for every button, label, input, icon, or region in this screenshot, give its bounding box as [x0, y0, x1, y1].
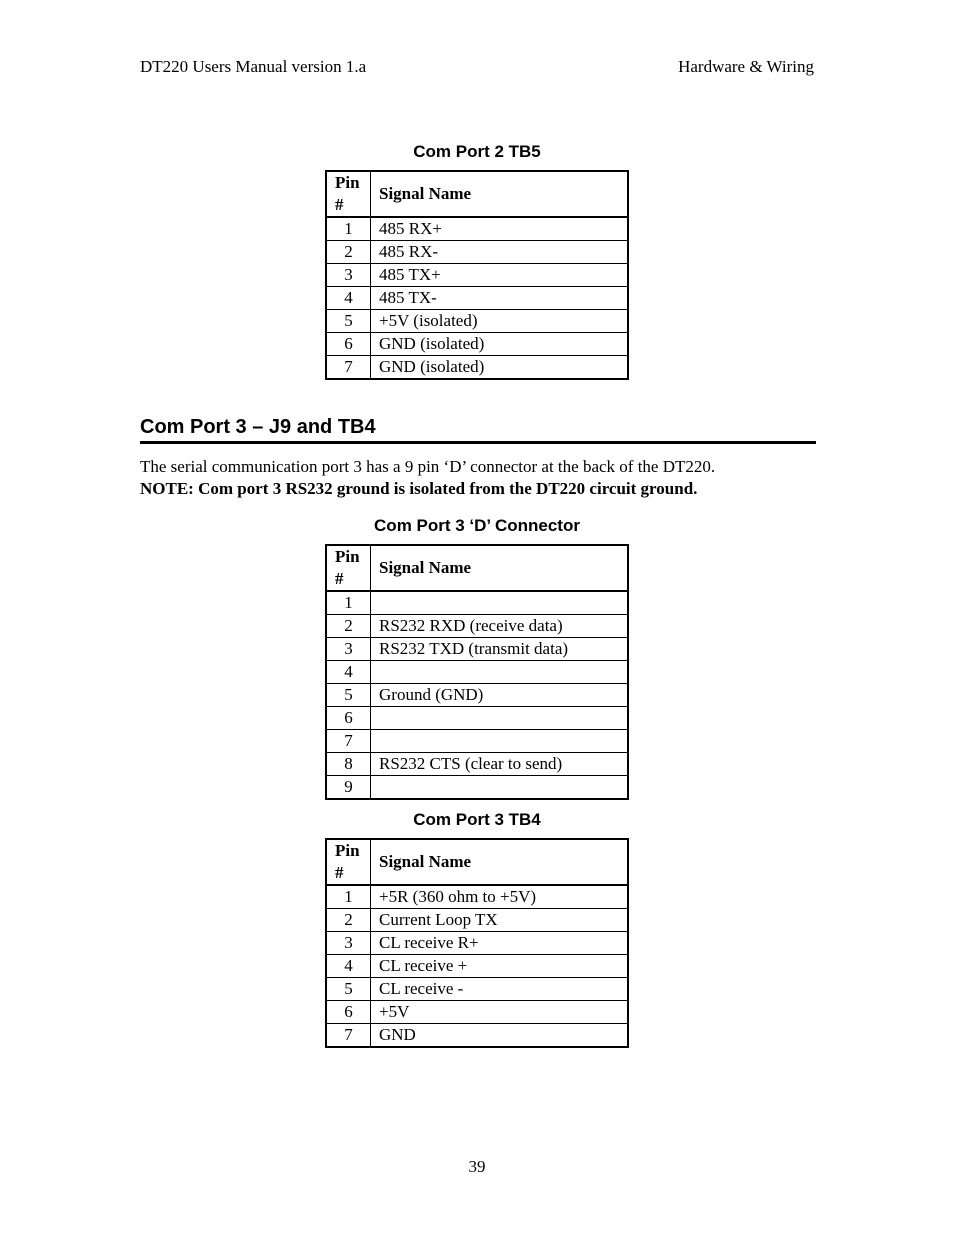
- pin-number-cell: 4: [326, 661, 371, 684]
- pin-number-cell: 3: [326, 264, 371, 287]
- pin-column-header: Pin #: [326, 839, 371, 885]
- pin-column-header: Pin #: [326, 545, 371, 591]
- table-row: [326, 264, 628, 287]
- com-port-2-tb5-table: [325, 170, 629, 380]
- signal-name-cell: +5V (isolated): [371, 310, 629, 333]
- pin-number-cell: 2: [326, 615, 371, 638]
- pin-number-cell: 7: [326, 730, 371, 753]
- pin-number-cell: 3: [326, 638, 371, 661]
- pin-number-cell: 1: [326, 591, 371, 615]
- table-row: [326, 356, 628, 380]
- table-row: [326, 932, 628, 955]
- pin-number-cell: 4: [326, 287, 371, 310]
- section-paragraph: [140, 456, 715, 500]
- pin-number-cell: 9: [326, 776, 371, 800]
- table3-caption: Com Port 3 TB4: [413, 810, 541, 829]
- pin-number-cell: 1: [326, 217, 371, 241]
- signal-column-header: Signal Name: [371, 545, 629, 591]
- table-header-row: [326, 839, 628, 885]
- table-row: [326, 909, 628, 932]
- table-row: [326, 615, 628, 638]
- table-row: [326, 955, 628, 978]
- table-row: [326, 707, 628, 730]
- signal-name-cell: Current Loop TX: [371, 909, 629, 932]
- pin-number-cell: 5: [326, 684, 371, 707]
- table-header-row: [326, 545, 628, 591]
- pin-number-cell: 7: [326, 1024, 371, 1048]
- pin-number-cell: 3: [326, 932, 371, 955]
- table-row: [326, 287, 628, 310]
- paragraph-note: NOTE: Com port 3 RS232 ground is isolated from the DT220 circuit ground.: [140, 479, 698, 498]
- table-row: [326, 978, 628, 1001]
- signal-name-cell: RS232 RXD (receive data): [371, 615, 629, 638]
- table-header-row: [326, 171, 628, 217]
- signal-name-cell: RS232 TXD (transmit data): [371, 638, 629, 661]
- table-row: [326, 753, 628, 776]
- pin-number-cell: 7: [326, 356, 371, 380]
- table-row: [326, 1001, 628, 1024]
- signal-column-header: Signal Name: [371, 839, 629, 885]
- table-row: [326, 1024, 628, 1048]
- signal-name-cell: 485 TX-: [371, 287, 629, 310]
- signal-name-cell: [371, 661, 629, 684]
- pin-number-cell: 4: [326, 955, 371, 978]
- pin-number-cell: 6: [326, 333, 371, 356]
- table-row: [326, 885, 628, 909]
- table-row: [326, 591, 628, 615]
- signal-name-cell: GND (isolated): [371, 356, 629, 380]
- pin-number-cell: 5: [326, 310, 371, 333]
- signal-name-cell: CL receive -: [371, 978, 629, 1001]
- section-heading: Com Port 3 – J9 and TB4: [140, 416, 816, 444]
- com-port-3-d-connector-table: [325, 544, 629, 800]
- table-row: [326, 730, 628, 753]
- signal-column-header: Signal Name: [371, 171, 629, 217]
- pin-number-cell: 8: [326, 753, 371, 776]
- com-port-3-tb4-table: [325, 838, 629, 1048]
- signal-name-cell: 485 TX+: [371, 264, 629, 287]
- header-manual-title: DT220 Users Manual version 1.a: [140, 57, 367, 76]
- pin-number-cell: 6: [326, 1001, 371, 1024]
- table1-caption: Com Port 2 TB5: [413, 142, 541, 161]
- signal-name-cell: CL receive R+: [371, 932, 629, 955]
- signal-name-cell: CL receive +: [371, 955, 629, 978]
- table-row: [326, 684, 628, 707]
- signal-name-cell: [371, 776, 629, 800]
- signal-name-cell: [371, 707, 629, 730]
- signal-name-cell: GND: [371, 1024, 629, 1048]
- table-row: [326, 333, 628, 356]
- pin-number-cell: 1: [326, 885, 371, 909]
- header-section-title: Hardware & Wiring: [678, 57, 814, 76]
- table-row: [326, 661, 628, 684]
- signal-name-cell: +5V: [371, 1001, 629, 1024]
- pin-number-cell: 2: [326, 909, 371, 932]
- pin-number-cell: 5: [326, 978, 371, 1001]
- signal-name-cell: [371, 591, 629, 615]
- table2-caption: Com Port 3 ‘D’ Connector: [374, 516, 580, 535]
- table-row: [326, 241, 628, 264]
- page-number: 39: [468, 1157, 486, 1176]
- pin-column-header: Pin #: [326, 171, 371, 217]
- signal-name-cell: Ground (GND): [371, 684, 629, 707]
- table-row: [326, 638, 628, 661]
- table-row: [326, 310, 628, 333]
- paragraph-text: The serial communication port 3 has a 9 pin ‘D’ connector at the back of the DT220.: [140, 457, 716, 476]
- table-row: [326, 776, 628, 800]
- signal-name-cell: +5R (360 ohm to +5V): [371, 885, 629, 909]
- signal-name-cell: RS232 CTS (clear to send): [371, 753, 629, 776]
- signal-name-cell: 485 RX-: [371, 241, 629, 264]
- pin-number-cell: 2: [326, 241, 371, 264]
- pin-number-cell: 6: [326, 707, 371, 730]
- table-row: [326, 217, 628, 241]
- signal-name-cell: [371, 730, 629, 753]
- signal-name-cell: GND (isolated): [371, 333, 629, 356]
- signal-name-cell: 485 RX+: [371, 217, 629, 241]
